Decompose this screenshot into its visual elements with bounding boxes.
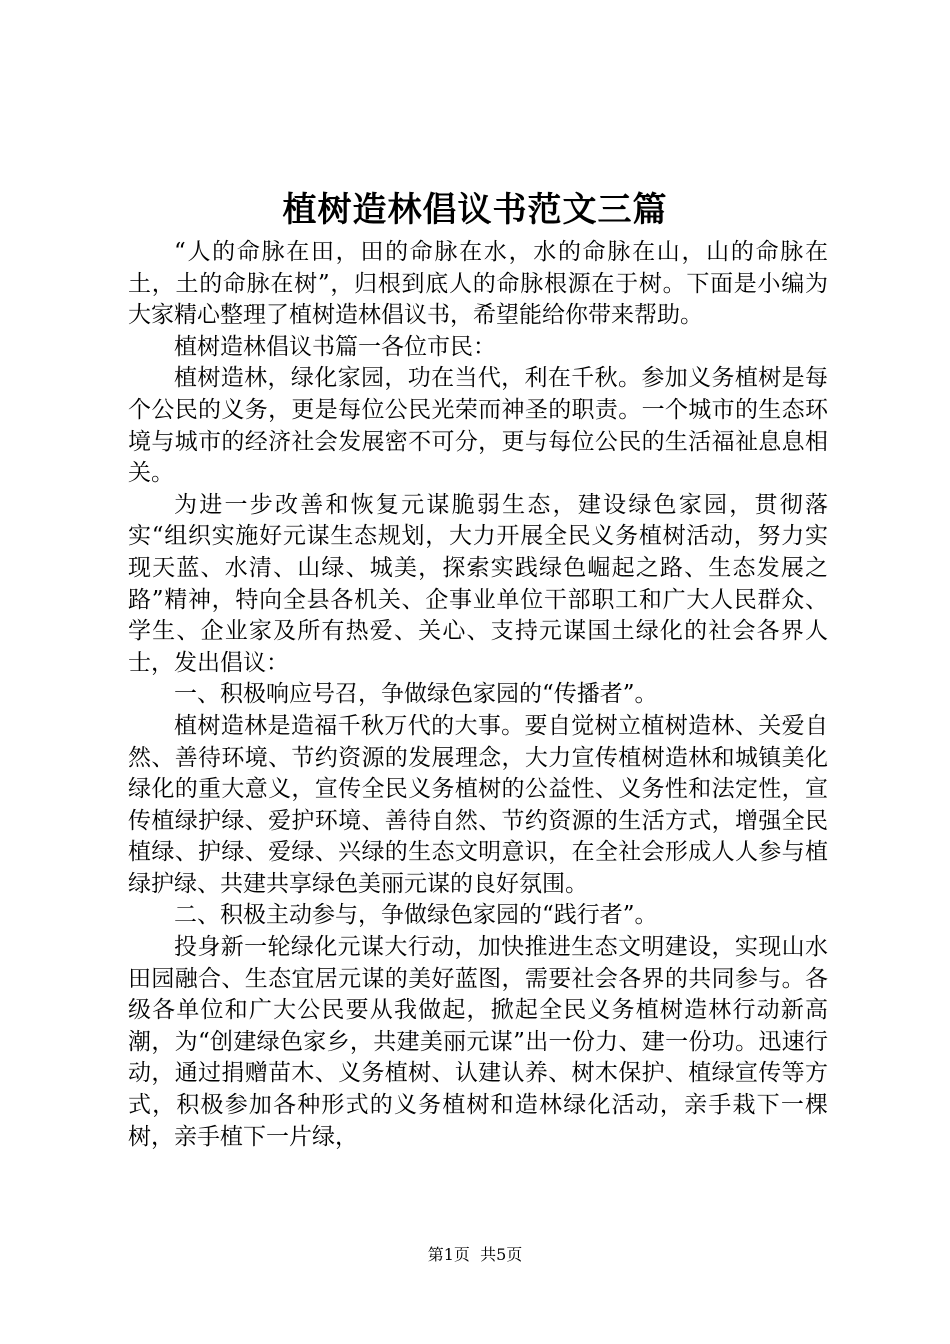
- paragraph-point-one: 一、积极响应号召，争做绿色家园的“传播者”。: [174, 681, 658, 708]
- paragraph-point-two: 二、积极主动参与，争做绿色家园的“践行者”。: [174, 902, 658, 929]
- paragraph: 投身新一轮绿化元谋大行动，加快推进生态文明建设，实现山水田园融合、生态宜居元谋的美好蓝图，需要社会各界的共同参与。各级各单位和广大公民要从我做起，掀起全民义务植树造林行动新高潮，为“创建绿色家乡，共建美丽元谋”出一份力、建一份功。迅速行动，通过捐赠苗木、义务植树、认建认养、树木保护、植绿宣传等方式，积极参加各种形式的义务植树和造林绿化活动，亲手栽下一棵树，亲手植下一片绿，: [128, 934, 828, 1150]
- paragraph: 植树造林，绿化家园，功在当代，利在千秋。参加义务植树是每个公民的义务，更是每位公民光荣而神圣的职责。一个城市的生态环境与城市的经济社会发展密不可分，更与每位公民的生活福祉息息相关。: [128, 365, 828, 487]
- paragraph: 植树造林是造福千秋万代的大事。要自觉树立植树造林、关爱自然、善待环境、节约资源的发展理念，大力宣传植树造林和城镇美化绿化的重大意义，宣传全民义务植树的公益性、义务性和法定性，宣传植绿护绿、爱护环境、善待自然、节约资源的生活方式，增强全民植绿、护绿、爱绿、兴绿的生态文明意识，在全社会形成人人参与植绿护绿、共建共享绿色美丽元谋的良好氛围。: [128, 712, 828, 897]
- page-total: 共5页: [480, 1245, 523, 1264]
- document-title: 植树造林倡议书范文三篇: [282, 190, 668, 230]
- paragraph-section-heading: 植树造林倡议书篇一各位市民：: [174, 333, 496, 360]
- paragraph-intro: “人的命脉在田，田的命脉在水，水的命脉在山，山的命脉在土，土的命脉在树”，归根到底人的命脉根源在于树。下面是小编为大家精心整理了植树造林倡议书，希望能给你带来帮助。: [128, 239, 828, 329]
- document-body: [128, 237, 828, 1153]
- page-number: 第1页: [427, 1245, 470, 1264]
- paragraph: 为进一步改善和恢复元谋脆弱生态，建设绿色家园，贯彻落实“组织实施好元谋生态规划，大力开展全民义务植树活动，努力实现天蓝、水清、山绿、城美，探索实践绿色崛起之路、生态发展之路”精神，特向全县各机关、企事业单位干部职工和广大人民群众、学生、企业家及所有热爱、关心、支持元谋国土绿化的社会各界人士，发出倡议：: [128, 491, 828, 676]
- page-footer: [0, 1244, 950, 1266]
